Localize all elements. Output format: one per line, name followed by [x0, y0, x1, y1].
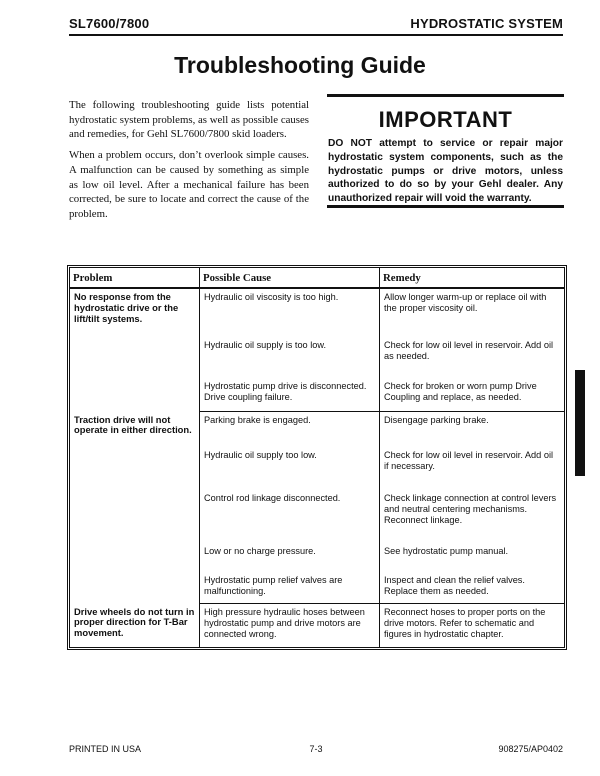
- section-label: HYDROSTATIC SYSTEM: [410, 16, 563, 31]
- intro-paragraph: When a problem occurs, don’t overlook simple causes. A malfunction can be caused by something as simple as low oil level. After a mechanical failure has been corrected, be sure to locate and correct the cause of the problem.: [69, 149, 309, 220]
- remedy-cell: Check for low oil level in reservoir. Add oil if necessary.: [380, 447, 565, 490]
- table-row: [70, 288, 565, 337]
- remedy-cell: Disengage parking brake.: [380, 412, 565, 448]
- problem-cell: Drive wheels do not turn in proper direction for T-Bar movement.: [70, 604, 200, 648]
- cause-cell: Parking brake is engaged.: [200, 412, 380, 448]
- cause-cell: Hydrostatic pump drive is disconnected. Drive coupling failure.: [200, 378, 380, 412]
- table-header-row: [70, 268, 565, 289]
- cause-cell: Control rod linkage disconnected.: [200, 490, 380, 543]
- section-thumb-tab: [575, 370, 585, 476]
- page-number: 7-3: [309, 744, 323, 754]
- cause-cell: Hydraulic oil supply too low.: [200, 447, 380, 490]
- print-note: PRINTED IN USA: [69, 744, 142, 754]
- document-number: 908275/AP0402: [498, 744, 563, 754]
- remedy-cell: Check for low oil level in reservoir. Add oil as needed.: [380, 337, 565, 378]
- remedy-cell: See hydrostatic pump manual.: [380, 543, 565, 572]
- cause-cell: Low or no charge pressure.: [200, 543, 380, 572]
- table-body: [70, 288, 565, 648]
- cause-cell: Hydraulic oil viscosity is too high.: [200, 288, 380, 337]
- important-notice: [327, 94, 564, 208]
- remedy-cell: Inspect and clean the relief valves. Replace them as needed.: [380, 572, 565, 604]
- important-text: DO NOT attempt to service or repair major hydrostatic system components, such as the hydrostatic pumps or drive motors, unless authorized to do so by your Gehl dealer. Any unauthorized repair will void the warranty.: [328, 138, 563, 205]
- column-header-remedy: Remedy: [380, 268, 565, 289]
- intro-text: [69, 98, 309, 228]
- cause-cell: Hydrostatic pump relief valves are malfunctioning.: [200, 572, 380, 604]
- remedy-cell: Check for broken or worn pump Drive Coupling and replace, as needed.: [380, 378, 565, 412]
- important-heading: IMPORTANT: [378, 107, 513, 132]
- page-title: Troubleshooting Guide: [174, 52, 426, 78]
- column-header-problem: Problem: [70, 268, 200, 289]
- remedy-cell: Allow longer warm-up or replace oil with the proper viscosity oil.: [380, 288, 565, 337]
- problem-cell: Traction drive will not operate in either direction.: [70, 412, 200, 604]
- problem-cell: No response from the hydrostatic drive or the lift/tilt systems.: [70, 288, 200, 412]
- table-row: [70, 604, 565, 648]
- page-header: [69, 14, 563, 36]
- table-row: [70, 412, 565, 448]
- remedy-cell: Check linkage connection at control levers and neutral centering mechanisms. Reconnect linkage.: [380, 490, 565, 543]
- cause-cell: Hydraulic oil supply is too low.: [200, 337, 380, 378]
- cause-cell: High pressure hydraulic hoses between hydrostatic pump and drive motors are connected wrong.: [200, 604, 380, 648]
- troubleshooting-table: [69, 267, 565, 648]
- intro-paragraph: The following troubleshooting guide lists potential hydrostatic system problems, as well as possible causes and remedies, for Gehl SL7600/7800 skid loaders.: [69, 99, 309, 141]
- remedy-cell: Reconnect hoses to proper ports on the drive motors. Refer to schematic and figures in hydrostatic chapter.: [380, 604, 565, 648]
- model-label: SL7600/7800: [69, 16, 150, 31]
- column-header-cause: Possible Cause: [200, 268, 380, 289]
